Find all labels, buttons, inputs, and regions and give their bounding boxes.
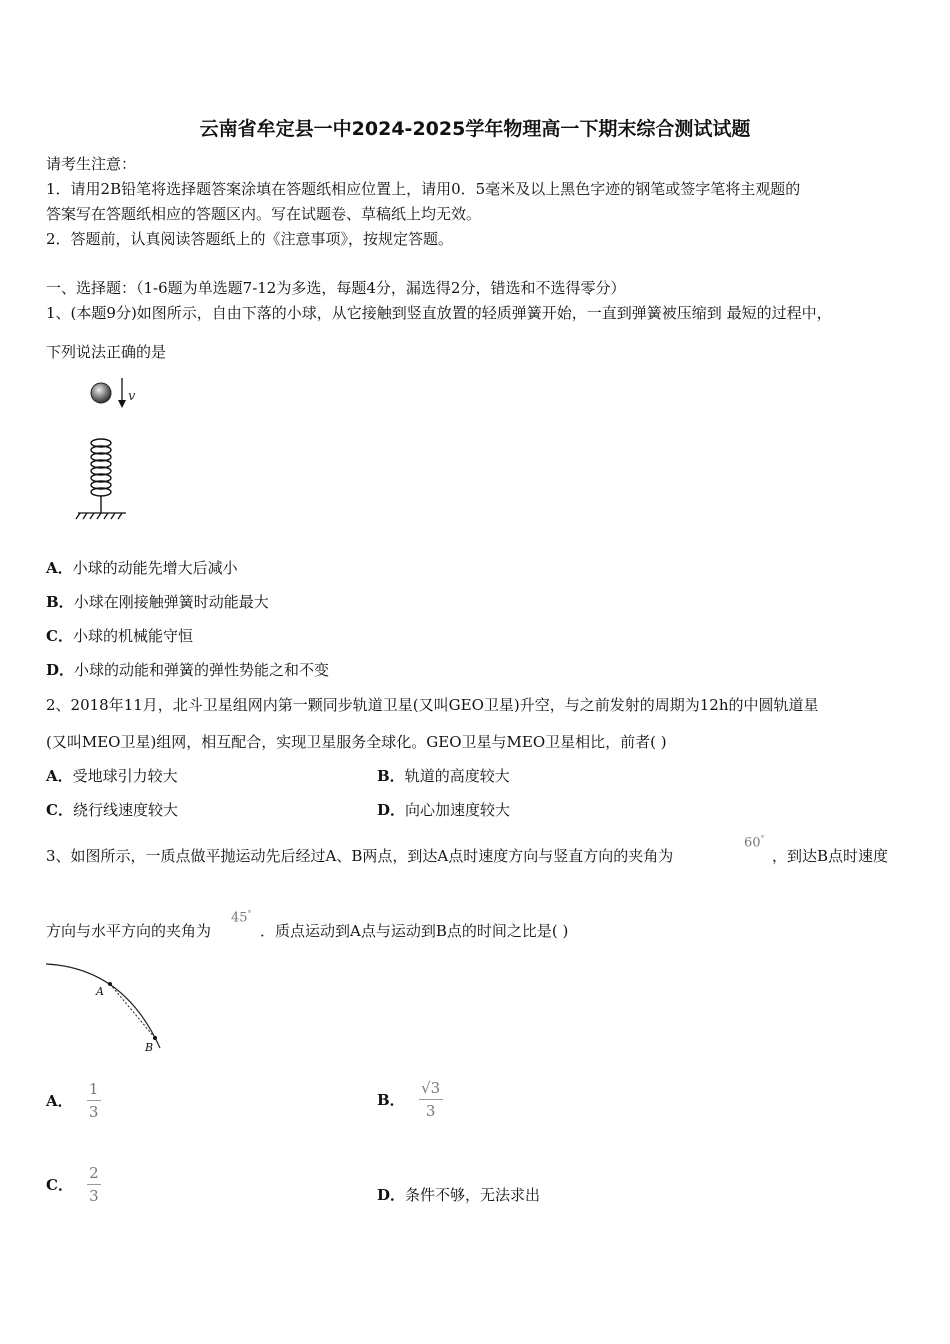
q3-option-d: D．条件不够，无法求出 xyxy=(377,1186,541,1204)
q1-option-b: B．小球在刚接触弹簧时动能最大 xyxy=(46,593,269,611)
q3-angle-2: 45° xyxy=(231,909,252,926)
section-heading: 一、选择题：（1-6题为单选题7-12为多选，每题4分，漏选得2分，错选和不选得零分） xyxy=(46,279,626,297)
q2-stem-line-1: 2、2018年11月，北斗卫星组网内第一颗同步轨道卫星(又叫GEO卫星)升空，与之前发射的周期为12h的中圆轨道星 xyxy=(46,696,819,714)
fraction: $\frac{1}{3}$ xyxy=(87,1080,101,1121)
q3-stem-line-2a: 方向与水平方向的夹角为 xyxy=(46,922,212,940)
notice-line-1: 1．请用2B铅笔将选择题答案涂填在答题纸相应位置上，请用0．5毫米及以上黑色字迹的钢笔或签字笔将主观题的 xyxy=(46,180,801,198)
q2-option-a: A．受地球引力较大 xyxy=(46,767,178,785)
fraction: $\frac{√3}{3}$ xyxy=(419,1079,443,1120)
label-a: A xyxy=(96,985,104,998)
q1-stem-line-1: 1、(本题9分)如图所示，自由下落的小球，从它接触到竖直放置的轻质弹簧开始，一直到弹簧被压缩到 最短的过程中， xyxy=(46,304,832,322)
q1-option-d: D．小球的动能和弹簧的弹性势能之和不变 xyxy=(46,661,330,679)
q3-option-c: C． $\frac{2}{3}$ xyxy=(46,1161,101,1207)
q3-option-a: A． $\frac{1}{3}$ xyxy=(46,1078,101,1122)
point-b xyxy=(153,1036,157,1040)
q2-option-d: D．向心加速度较大 xyxy=(377,801,511,819)
q1-stem-line-2: 下列说法正确的是 xyxy=(46,343,167,361)
label-b: B xyxy=(145,1041,154,1054)
q2-option-b: B．轨道的高度较大 xyxy=(377,767,510,785)
q3-stem-line-1b: ，到达B点时速度 xyxy=(772,847,889,865)
q2-stem-line-2: (又叫MEO卫星)组网，相互配合，实现卫星服务全球化。GEO卫星与MEO卫星相比，前者( ) xyxy=(46,733,667,751)
fraction: $\frac{2}{3}$ xyxy=(87,1164,101,1205)
q3-option-b: B． $\frac{√3}{3}$ xyxy=(377,1075,443,1123)
ground xyxy=(76,513,126,519)
point-a xyxy=(108,982,112,986)
velocity-label: v xyxy=(128,389,136,404)
q1-option-c: C．小球的机械能守恒 xyxy=(46,627,193,645)
page-title: 云南省牟定县一中2024-2025学年物理高一下期末综合测试试题 xyxy=(199,118,751,140)
q3-trajectory-figure xyxy=(44,958,174,1058)
q1-option-a: A．小球的动能先增大后减小 xyxy=(46,559,238,577)
spring xyxy=(91,439,111,513)
notice-line-2: 答案写在答题纸相应的答题区内。写在试题卷、草稿纸上均无效。 xyxy=(46,205,482,223)
notice-line-3: 2．答题前，认真阅读答题纸上的《注意事项》，按规定答题。 xyxy=(46,230,454,248)
q2-option-c: C．绕行线速度较大 xyxy=(46,801,178,819)
q3-stem-line-1a: 3、如图所示，一质点做平抛运动先后经过A、B两点，到达A点时速度方向与竖直方向的夹角为 xyxy=(46,847,674,865)
q3-stem-line-2b: ．质点运动到A点与运动到B点的时间之比是( ) xyxy=(260,922,569,940)
chord-line xyxy=(110,984,155,1038)
ball xyxy=(91,383,111,403)
notice-heading: 请考生注意： xyxy=(46,155,137,173)
trajectory-curve xyxy=(46,964,160,1048)
q3-angle-1: 60° xyxy=(744,834,765,851)
q1-spring-figure xyxy=(70,372,140,524)
